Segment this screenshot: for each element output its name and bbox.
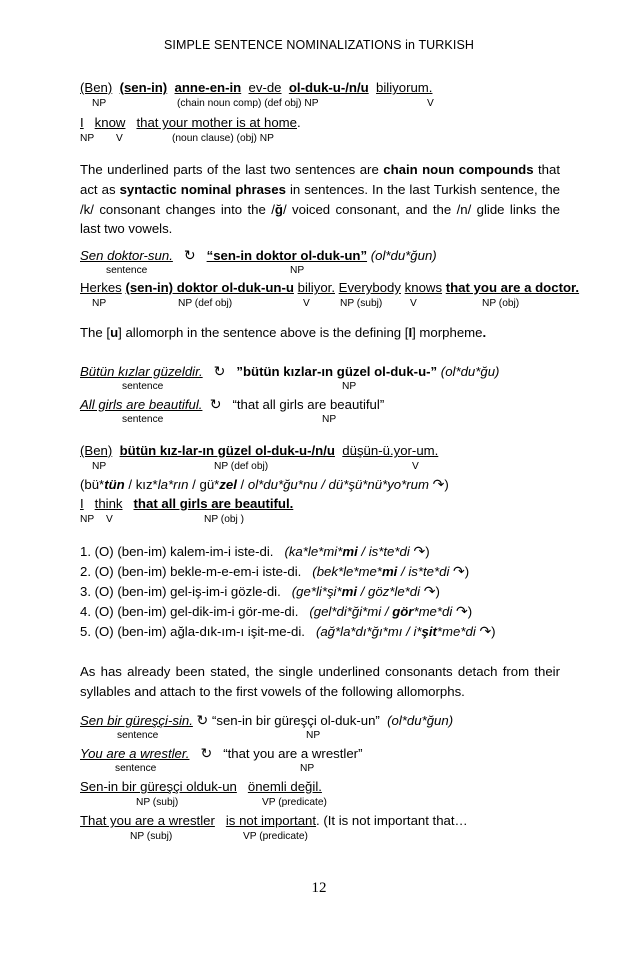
ex1-evde: ev-de [248,80,282,95]
para2-e: ] morpheme [412,325,483,340]
list-item [80,603,472,620]
list-item-syll-2: / göz*le*di [357,584,421,599]
list-item [80,543,430,560]
list-item-syll: (gel*di*ği*mi / [309,604,393,619]
ex3-tag-np: NP [290,265,305,276]
ex4-tag-4: NP (subj) [340,298,383,309]
para2-f: . [482,325,487,340]
para1-d: syntactic nominal phrases [119,181,286,197]
list-item-close: ) [464,564,470,579]
ex11-quote: “that you are a wrestler” [223,746,363,761]
ex13-that: That you are a wrestler [80,813,215,828]
list-item-text: 2. (O) (ben-im) bekle-m-e-em-i iste-di. [80,564,302,579]
rotate-arrow-icon: ↷ [455,603,468,619]
ex2-i: I [80,115,84,130]
cycle-icon: ↻ [196,712,209,728]
ex8-p3: / gü* [188,477,220,492]
list-item-syll-2: *me*di [436,624,476,639]
ex8-p1: / kız* [124,477,158,492]
ex2-tag-noun: (noun clause) (obj) NP [172,133,274,144]
list-item-stress: gör [392,604,414,619]
ex9-i: I [80,496,84,511]
ex13-is-not: is not important [225,813,317,828]
example-2-english [80,115,301,131]
para2-b: u [110,325,119,340]
list-item-syll: (ağ*la*dı*ğı*mı / i* [315,624,422,639]
paragraph-allomorph [80,325,486,341]
ex11-tag-sentence: sentence [115,763,157,774]
ex5-tag-np: NP [342,381,357,392]
ex8-p4: / [236,477,248,492]
ex10-sen: Sen bir güreşçi-sin. [80,713,193,728]
example-8-syllables [80,476,449,493]
list-item-close: ) [491,624,496,639]
list-item [80,583,440,600]
ex9-tag-v: V [106,514,113,525]
example-4 [80,280,579,296]
ex10-tag-np: NP [306,730,321,741]
ex4-tag-2: NP (def obj) [178,298,233,309]
list-item-stress: şit [421,624,437,639]
para2-d: I [408,325,413,340]
ex7-phrase: bütün kız-lar-ın güzel ol-duk-u-/n/u [119,443,335,458]
ex5-syll: (ol*du*ğu) [440,364,500,379]
para2-c: ] allomorph in the sentence above is the defining [ [118,325,409,340]
cycle-icon: ↻ [200,745,213,761]
ex6-quote: “that all girls are beautiful” [232,397,385,412]
ex1-tag-np: NP [92,98,107,109]
ex4-phrase: (sen-in) doktor ol-duk-un-u [125,280,294,295]
ex7-tag-def: NP (def obj) [214,461,269,472]
ex3-tag-sentence: sentence [106,265,148,276]
ex8-open: (bü* [80,477,105,492]
ex4-herkes: Herkes [80,280,122,295]
list-item-text: 1. (O) (ben-im) kalem-im-i iste-di. [80,544,274,559]
page-number: 12 [311,880,327,896]
list-item-stress: mi [341,584,358,599]
ex4-that: that you are a doctor. [445,280,580,295]
ex9-think: think [94,496,123,511]
example-13 [80,813,468,829]
rotate-arrow-icon: ↷ [413,543,426,559]
list-item-syll-2: *me*di [413,604,453,619]
para1-g: / voiced consonant, and the /n/ glide links the last two vowels. [80,201,560,237]
ex2-know: know [94,115,126,130]
example-12 [80,779,322,795]
rotate-arrow-icon: ↷ [453,563,465,579]
list-item-stress: mi [381,564,398,579]
example-9 [80,496,293,512]
list-item-close: ) [435,584,440,599]
list-item [80,563,469,580]
ex7-ben: (Ben) [80,443,113,458]
ex4-tag-5: V [410,298,417,309]
ex4-tag-3: V [303,298,310,309]
paragraph-chain-noun [80,160,560,239]
example-7 [80,443,438,459]
para1-f: ğ [274,201,283,217]
ex6-all: All girls are beautiful. [80,397,203,412]
ex3-sen: Sen doktor-sun. [80,248,173,263]
ex1-biliyorum: biliyorum. [376,80,433,95]
ex1-ben: (Ben) [80,80,113,95]
ex12-phrase: Sen-in bir güreşçi olduk-un [80,779,237,794]
ex3-syll: (ol*du*ğun) [370,248,437,263]
ex4-tag-6: NP (obj) [482,298,520,309]
example-10 [80,712,453,729]
ex4-tag-1: NP [92,298,107,309]
ex13-tag-subj: NP (subj) [130,831,173,842]
example-11 [80,745,362,762]
para2-a: The [ [80,325,111,340]
cycle-icon: ↻ [209,396,222,412]
ex8-p5: ol*du*ğu*nu / dü*şü*nü*yo*rum [247,477,429,492]
list-item-syll-2: / is*te*di [357,544,410,559]
example-5 [80,363,499,380]
list-item-stress: mi [342,544,358,559]
ex6-tag-sentence: sentence [122,414,164,425]
ex11-you: You are a wrestler. [80,746,190,761]
ex5-butun: Bütün kızlar güzeldir. [80,364,203,379]
list-item-syll: (bek*le*me* [312,564,382,579]
ex2-period: . [297,115,301,130]
ex4-biliyor: biliyor. [297,280,335,295]
ex12-onemli: önemli değil. [247,779,322,794]
ex11-tag-np: NP [300,763,315,774]
ex8-close: ) [444,477,449,492]
ex10-quote: “sen-in bir güreşçi ol-duk-un” [211,713,380,728]
running-header: SIMPLE SENTENCE NOMINALIZATIONS in TURKISH [163,38,475,52]
ex2-tag-v: V [116,133,123,144]
cycle-icon: ↻ [213,363,226,379]
rotate-arrow-icon: ↷ [423,583,436,599]
ex1-olduk: ol-duk-u-/n/u [288,80,369,95]
ex8-p2: la*rın [157,477,189,492]
ex7-tag-np: NP [92,461,107,472]
ex10-tag-sentence: sentence [117,730,159,741]
ex8-tun: tün [104,477,125,492]
ex9-tag-obj: NP (obj ) [204,514,245,525]
ex1-tag-v: V [427,98,434,109]
ex9-clause: that all girls are beautiful. [133,496,294,511]
ex8-zel: zel [219,477,237,492]
ex7-dusun: düşün-ü.yor-um. [342,443,439,458]
ex5-quote: ”bütün kızlar-ın güzel ol-duk-u-” [236,364,438,379]
ex1-anne: anne-en-in [174,80,242,95]
ex7-tag-v: V [412,461,419,472]
list-item [80,623,496,640]
list-item-syll: (ka*le*mi* [284,544,343,559]
ex6-tag-np: NP [322,414,337,425]
example-3 [80,247,437,264]
ex12-tag-subj: NP (subj) [136,797,179,808]
list-item-close: ) [467,604,473,619]
ex10-syll: (ol*du*ğun) [387,713,454,728]
ex1-senin: (sen-in) [119,80,168,95]
ex4-knows: knows [404,280,443,295]
ex3-quote: “sen-in doktor ol-duk-un” [206,248,368,263]
example-6 [80,396,384,413]
ex4-everybody: Everybody [338,280,401,295]
ex2-clause: that your mother is at home [136,115,297,130]
list-item-close: ) [425,544,430,559]
para1-b: chain noun compounds [383,162,534,177]
rotate-arrow-icon: ↷ [432,476,445,492]
ex13-rest: . (It is not important that… [316,813,468,828]
para1-e: in sentences. In the last Turkish sentence, the /k/ consonant changes into the / [80,181,561,217]
list-item-text: 4. (O) (ben-im) gel-dik-im-i gör-me-di. [80,604,299,619]
ex9-tag-np: NP [80,514,95,525]
list-item-text: 5. (O) (ben-im) ağla-dık-ım-ı işit-me-di. [80,624,305,639]
para1-a: The underlined parts of the last two sentences are [80,162,379,177]
list-item-syll: (ge*li*şi* [291,584,342,599]
list-item-syll-2: / is*te*di [397,564,450,579]
ex12-tag-vp: VP (predicate) [262,797,327,808]
cycle-icon: ↻ [183,247,196,263]
ex5-tag-sentence: sentence [122,381,164,392]
ex2-tag-np: NP [80,133,95,144]
list-item-text: 3. (O) (ben-im) gel-iş-im-i gözle-di. [80,584,281,599]
para1-c: that act as [80,162,560,197]
ex13-tag-vp: VP (predicate) [243,831,308,842]
example-1-turkish [80,80,432,96]
rotate-arrow-icon: ↷ [479,623,492,639]
paragraph-consonants: As has already been stated, the single underlined consonants detach from their syllables and attach to the first vowels of the following allomorphs. [80,664,560,699]
ex1-tag-chain: (chain noun comp) (def obj) NP [177,98,319,109]
